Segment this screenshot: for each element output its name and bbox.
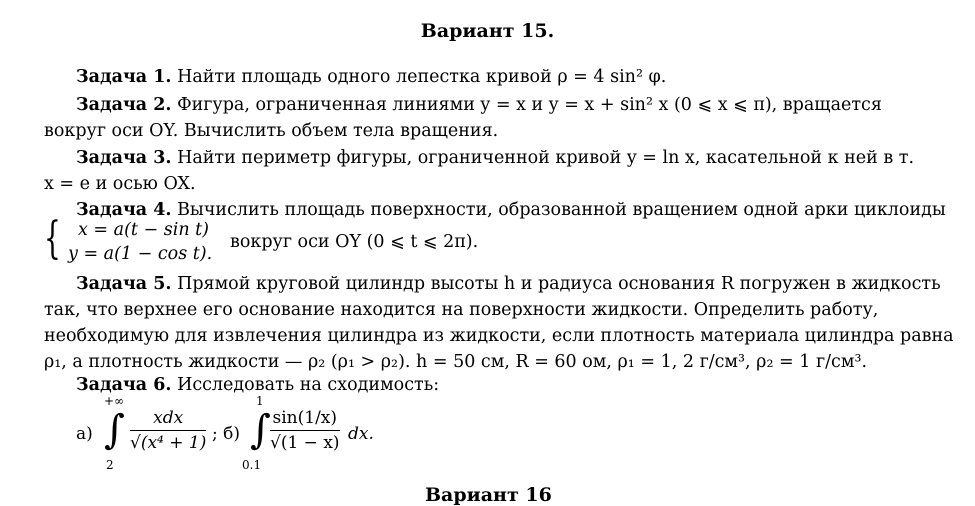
task-5-line-3: необходимую для извлечения цилиндра из жидкости, если плотность материала цилиндра равна: [44, 326, 954, 346]
task-2-text-1: Фигура, ограниченная линиями y = x и y = x + sin² x (0 ⩽ x ⩽ π), вращается: [177, 95, 882, 115]
int-b-denominator: √(1 − x): [270, 433, 340, 453]
int-a-numerator: xdx: [130, 408, 206, 431]
int-a-fraction: [130, 408, 206, 453]
task-3-label: Задача 3.: [76, 148, 172, 168]
int-a-upper: +∞: [104, 394, 125, 408]
task-5-label: Задача 5.: [76, 274, 172, 294]
cycloid-system: [44, 213, 944, 267]
task-6-line-1: [76, 374, 944, 396]
system-brace: {: [44, 213, 61, 264]
task-4-tail: вокруг оси OY (0 ⩽ t ⩽ 2π).: [230, 232, 479, 252]
task-5-text-1: Прямой круговой цилиндр высоты h и радиуса основания R погружен в жидкость: [177, 274, 941, 294]
task-6-text: Исследовать на сходимость:: [177, 375, 440, 395]
task-1-label: Задача 1.: [76, 67, 172, 87]
task-1: [76, 66, 944, 88]
integral-a-sign: ∫: [104, 407, 125, 453]
int-b-upper: 1: [256, 394, 264, 408]
cycloid-eq-y: y = a(1 − cos t).: [68, 244, 213, 264]
int-a-lower: 2: [106, 458, 114, 472]
task-2-line-1: [76, 94, 944, 116]
part-a-label: а): [76, 424, 93, 444]
task-3-line-1: [76, 147, 944, 169]
task-4-text-1: Вычислить площадь поверхности, образованной вращением одной арки циклоиды: [177, 200, 946, 220]
task-3-line-2: x = e и осью OX.: [44, 174, 196, 194]
task-3-text-1: Найти периметр фигуры, ограниченной кривой y = ln x, касательной к ней в т.: [177, 148, 915, 168]
int-b-lower: 0.1: [242, 458, 262, 472]
variant-title: Вариант 15.: [420, 20, 555, 42]
task-4-label: Задача 4.: [76, 200, 172, 220]
task-5-line-2: так, что верхнее его основание находится на поверхности жидкости. Определить работу,: [44, 300, 879, 320]
task-5-line-4: ρ₁, а плотность жидкости — ρ₂ (ρ₁ > ρ₂). h = 50 см, R = 60 ом, ρ₁ = 1, 2 г/см³, ρ₂ = 1 г/см³.: [44, 352, 868, 372]
next-variant-title: Вариант 16: [425, 484, 552, 506]
task-1-text: Найти площадь одного лепестка кривой ρ = 4 sin² φ.: [177, 67, 667, 87]
task-5-line-1: [76, 273, 944, 295]
cycloid-eq-x: x = a(t − sin t): [78, 220, 210, 240]
task-4-line-1: [76, 199, 944, 221]
task-2-line-2: вокруг оси OY. Вычислить объем тела вращения.: [44, 121, 499, 141]
task-6-label: Задача 6.: [76, 375, 172, 395]
integrals: [70, 394, 570, 474]
int-b-tail: dx.: [348, 424, 374, 444]
int-b-fraction: [270, 408, 340, 453]
int-a-denominator: √(x⁴ + 1): [130, 433, 207, 453]
task-2-label: Задача 2.: [76, 95, 172, 115]
separator: ; б): [212, 424, 240, 444]
int-b-numerator: sin(1/x): [270, 408, 340, 431]
integral-b-sign: ∫: [250, 407, 271, 453]
